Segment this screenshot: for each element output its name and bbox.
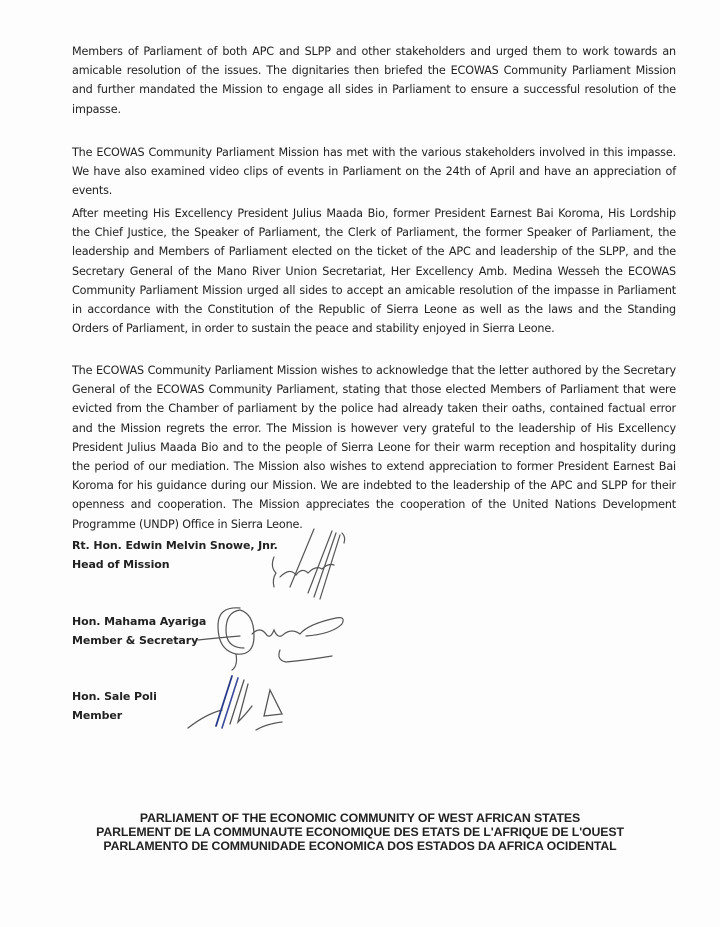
organization-footer [0, 811, 720, 854]
signatory-name: Hon. Sale Poli [72, 690, 157, 703]
signature-ayariga-icon [196, 600, 356, 672]
footer-line-english: PARLIAMENT OF THE ECONOMIC COMMUNITY OF WEST AFRICAN STATES [139, 811, 581, 825]
signatory-role: Member & Secretary [72, 634, 199, 647]
signatory-role: Head of Mission [72, 558, 170, 571]
paragraph-acknowledgement: The ECOWAS Community Parliament Mission wishes to acknowledge that the letter authored by the Secretary General of the ECOWAS Community Parliament, stating that those elected Members of Parliament that were evicted from the Chamber of parliament by the police had already taken their oaths, contained factual error and the Mission regrets the error. The Mission is however very grateful to the leadership of His Excellency President Julius Maada Bio and to the people of Sierra Leone for their warm reception and hospitality during the period of our mediation. The Mission also wishes to extend appreciation to former President Earnest Bai Koroma for his guidance during our Mission. We are indebted to the leadership of the APC and SLPP for their openness and cooperation. The Mission appreciates the cooperation of the United Nations Development Programme (UNDP) Office in Sierra Leone. [72, 364, 676, 531]
footer-line-french: PARLEMENT DE LA COMMUNAUTE ECONOMIQUE DES ETATS DE L'AFRIQUE DE L'OUEST [96, 825, 624, 840]
signatory-name: Hon. Mahama Ayariga [72, 615, 207, 628]
paragraph-after-meeting: After meeting His Excellency President Julius Maada Bio, former President Earnest Bai Koroma, His Lordship the Chief Justice, the Speaker of Parliament, the Clerk of Parliament, the former Speaker of Parliament, the leadership and Members of Parliament elected on the ticket of the APC and leadership of the SLPP, and the Secretary General of the Mano River Union Secretariat, Her Excellency Amb. Medina Wesseh the ECOWAS Community Parliament Mission urged all sides to accept an amicable resolution of the impasse in Parliament in accordance with the Constitution of the Republic of Sierra Leone as well as the laws and the Standing Orders of Parliament, in order to sustain the peace and stability enjoyed in Sierra Leone. [72, 207, 676, 336]
paragraph-mission-met: The ECOWAS Community Parliament Mission has met with the various stakeholders involved in this impasse. We have also examined video clips of events in Parliament on the 24th of April and have an appreciation of events. [72, 146, 676, 198]
signature-snowe-icon [262, 527, 362, 607]
signatory-role: Member [72, 709, 123, 722]
signature-poli-icon [186, 670, 296, 732]
paragraph-stakeholders: Members of Parliament of both APC and SLPP and other stakeholders and urged them to work towards an amicable resolution of the issues. The dignitaries then briefed the ECOWAS Community Parliament Mission and further mandated the Mission to engage all sides in Parliament to ensure a successful resolution of the impasse. [72, 45, 676, 116]
signatory-member [72, 687, 157, 725]
footer-line-portuguese: PARLAMENTO DE COMMUNIDADE ECONOMICA DOS ESTADOS DA AFRICA OCIDENTAL [103, 839, 617, 854]
signatory-head-of-mission [72, 536, 278, 574]
signatory-secretary [72, 612, 206, 650]
signatory-name: Rt. Hon. Edwin Melvin Snowe, Jnr. [72, 539, 278, 552]
